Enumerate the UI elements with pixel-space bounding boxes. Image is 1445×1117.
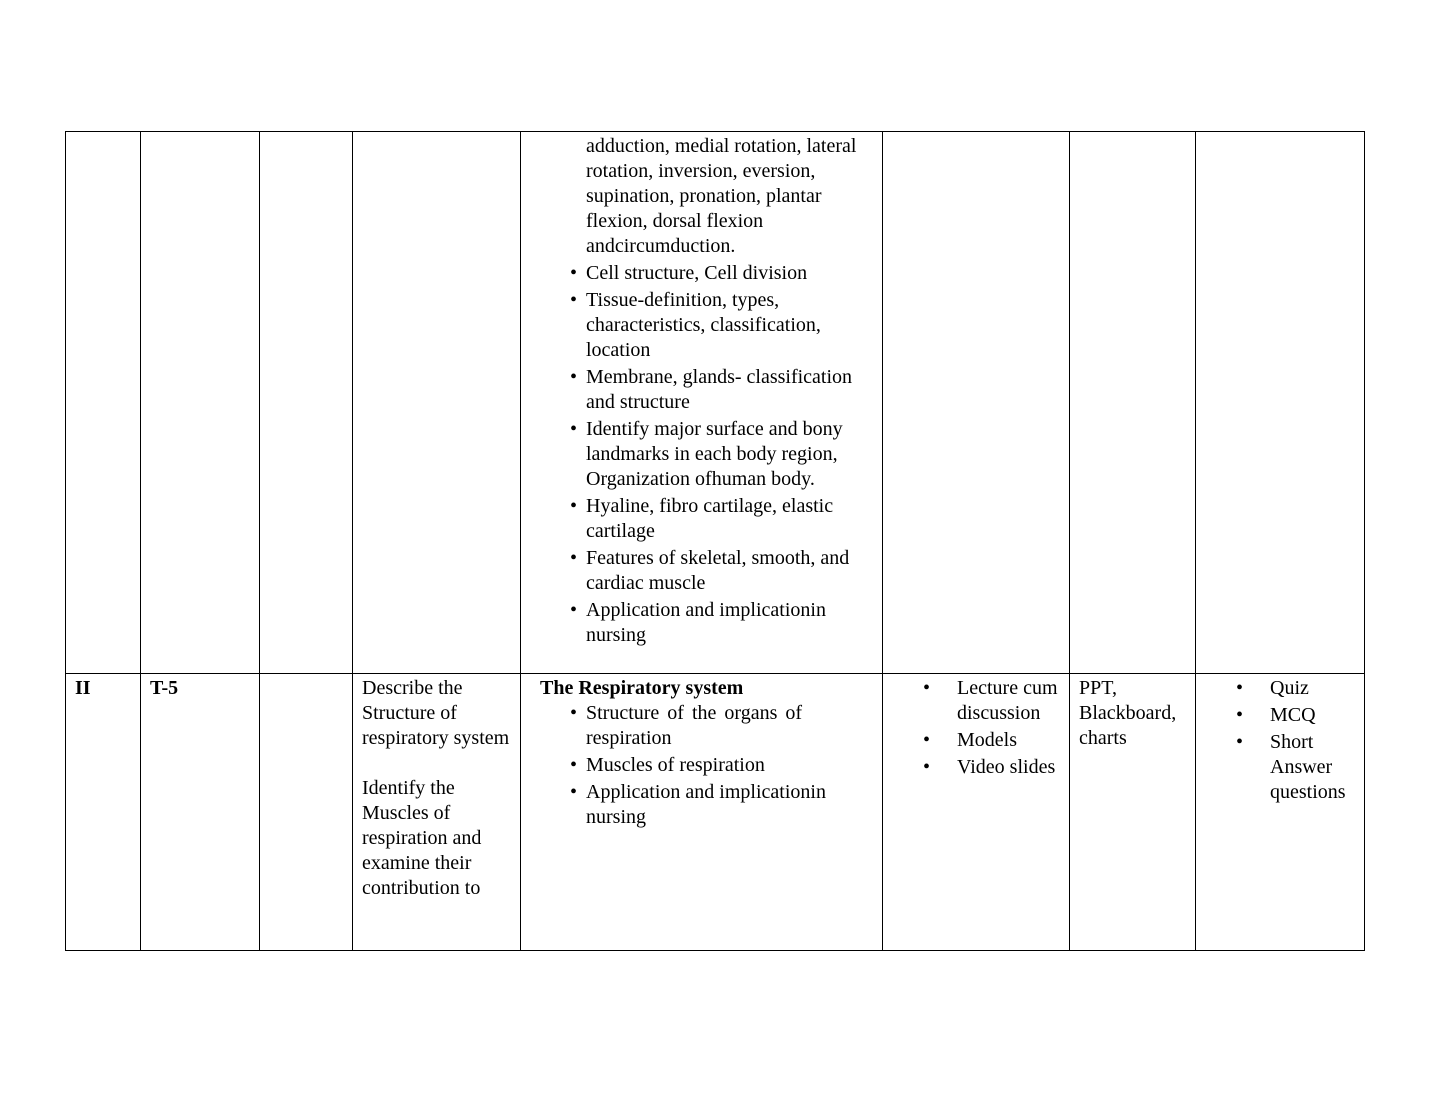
unit-cell: [66, 674, 141, 951]
assessment-item: • Short Answer questions: [1196, 730, 1364, 805]
content-item: • Structure of the organs of respiration: [530, 701, 874, 751]
method-item: • Models: [883, 728, 1069, 753]
content-list: [530, 701, 874, 830]
syllabus-table: [65, 131, 1365, 951]
content-item: • Application and implicationin nursing: [530, 598, 874, 648]
unit-number: II: [75, 677, 91, 699]
table-row: [66, 132, 1365, 674]
table-row: [66, 674, 1365, 951]
unit-cell: [66, 132, 141, 674]
methods-cell: [883, 132, 1070, 674]
content-continuation: adduction, medial rotation, lateral rotation, inversion, eversion, supination, pronation, plantar flexion, dorsal flexion andcircumduction.: [586, 135, 857, 257]
hours-cell: [260, 132, 353, 674]
content-item: • Muscles of respiration: [530, 753, 874, 778]
content-continuation-list: [530, 134, 874, 259]
code-cell: [141, 132, 260, 674]
method-item: • Video slides: [883, 755, 1069, 780]
topic-code: T-5: [150, 677, 179, 699]
content-item: • Membrane, glands- classification and structure: [530, 365, 874, 415]
content-item: • Application and implicationin nursing: [530, 780, 874, 830]
code-cell: [141, 674, 260, 951]
content-list: [530, 261, 874, 648]
aids-cell: [1070, 674, 1196, 951]
aids-text: PPT, Blackboard, charts: [1079, 677, 1177, 749]
assessment-cell: [1196, 132, 1365, 674]
methods-list: [883, 676, 1069, 780]
assessment-item: • MCQ: [1196, 703, 1364, 728]
method-item: • Lecture cum discussion: [883, 676, 1069, 726]
content-cell: [521, 132, 883, 674]
hours-value: [260, 674, 352, 676]
content-item: • Tissue-definition, types, characteristics, classification, location: [530, 288, 874, 363]
aids-cell: [1070, 132, 1196, 674]
content-item: • Cell structure, Cell division: [530, 261, 874, 286]
content-item: • Features of skeletal, smooth, and cardiac muscle: [530, 546, 874, 596]
content-item: • Hyaline, fibro cartilage, elastic cartilage: [530, 494, 874, 544]
content-cell: [521, 674, 883, 951]
assessment-list: [1196, 676, 1364, 805]
hours-cell: [260, 674, 353, 951]
content-item: • Identify major surface and bony landmarks in each body region, Organization ofhuman body.: [530, 417, 874, 492]
objective-text: Identify the Muscles of respiration and examine their contribution to: [362, 777, 482, 899]
objective-text: Describe the Structure of respiratory system: [362, 677, 510, 749]
assessment-item: • Quiz: [1196, 676, 1364, 701]
assessment-cell: [1196, 674, 1365, 951]
methods-cell: [883, 674, 1070, 951]
objectives-cell: [353, 132, 521, 674]
objectives-cell: [353, 674, 521, 951]
content-title: The Respiratory system: [540, 677, 744, 699]
